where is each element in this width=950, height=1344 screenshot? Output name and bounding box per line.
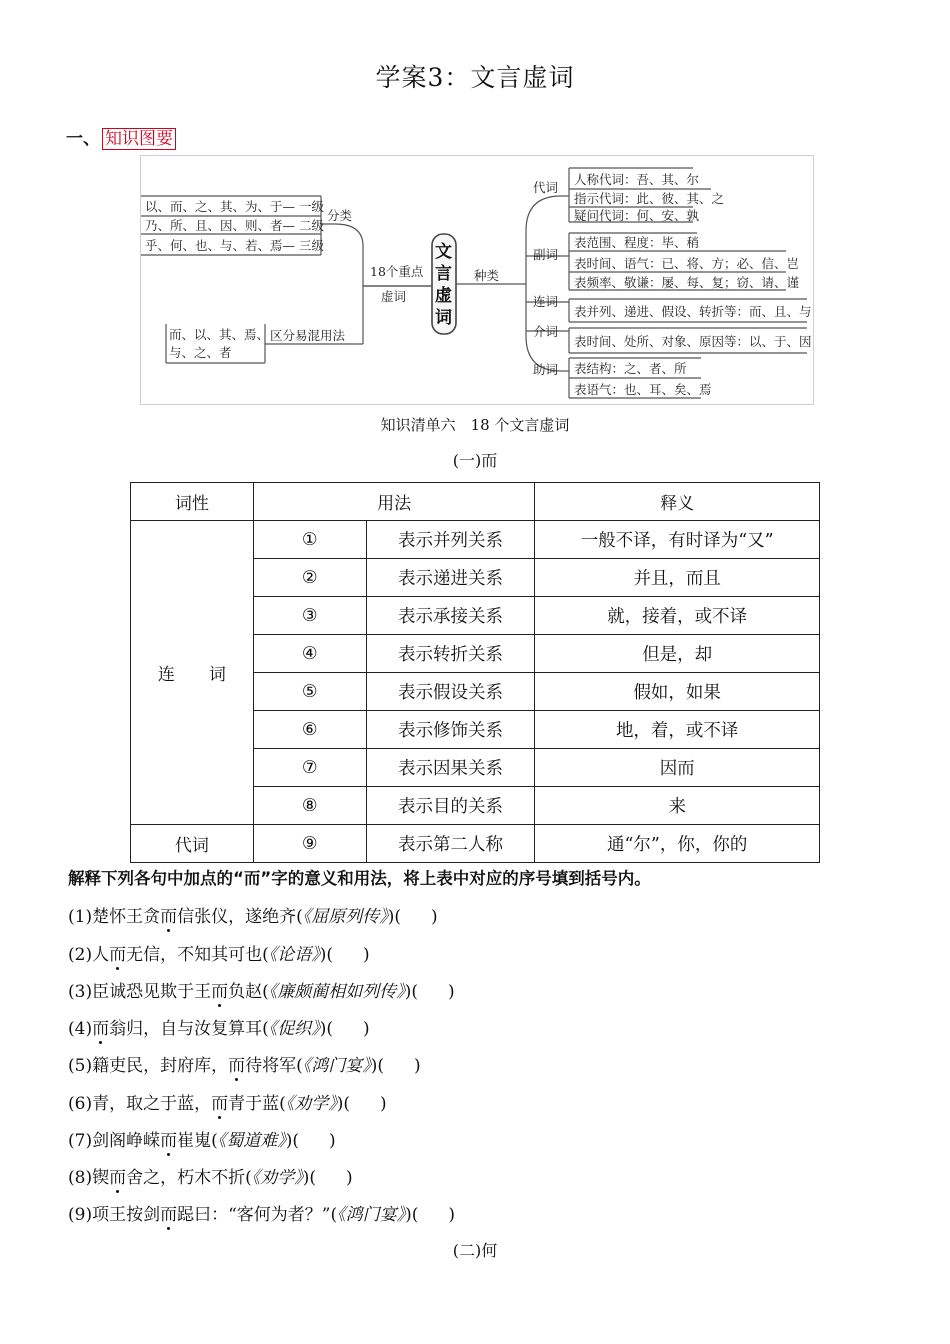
category-preposition: 介词 (533, 324, 559, 339)
particle-item-2: 表语气：也、耳、矣、焉 (574, 382, 712, 397)
row-number: ② (253, 559, 366, 597)
question-text: ) (448, 1205, 456, 1225)
question-text: )( (336, 1094, 350, 1114)
table-row (131, 825, 820, 863)
question-text: )( (370, 1056, 384, 1076)
question-text: 负赵( (228, 982, 269, 1002)
row-meaning: 一般不译，有时译为“又” (535, 521, 820, 559)
dotted-character: 而 (160, 907, 178, 927)
question-item (68, 902, 438, 927)
question-text: 翁归，自与汝复算耳( (109, 1019, 269, 1039)
source-title: 《鸿门宴》 (337, 1205, 406, 1225)
row-usage: 表示目的关系 (366, 787, 535, 825)
source-title: 《屈原列传》 (302, 907, 388, 927)
confusion-words-2: 与、之、者 (169, 345, 232, 360)
preposition-item-1: 表时间、处所、对象、原因等：以、于、因 (574, 334, 812, 349)
row-usage: 表示并列关系 (366, 521, 535, 559)
question-item (68, 1051, 421, 1076)
center-char-1: 文 (435, 242, 452, 262)
subsection-er-title: (一)而 (452, 451, 498, 470)
question-item (68, 1163, 353, 1188)
adverb-item-3: 表频率、敬谦：屡、每、复；窃、请、谨 (574, 275, 800, 290)
center-char-3: 虚 (435, 286, 452, 306)
category-conjunction-cell: 连 词 (131, 521, 254, 825)
question-text: 待将军( (245, 1056, 303, 1076)
level-1-words: 以、而、之、其、为、于— 一级 (145, 199, 324, 214)
question-text: 舍之，朽木不折( (126, 1168, 252, 1188)
source-title: 《劝学》 (285, 1094, 337, 1114)
question-text: ) (329, 1131, 336, 1151)
section-heading (66, 124, 176, 149)
question-item (68, 1089, 387, 1114)
key-words-label-1: 18个重点 (370, 264, 424, 279)
question-text: ) (431, 907, 438, 927)
row-usage: 表示转折关系 (366, 635, 535, 673)
source-title: 《蜀道难》 (217, 1131, 286, 1151)
mind-map-caption: 知识清单六 18 个文言虚词 (380, 416, 570, 434)
row-usage: 表示第二人称 (366, 825, 535, 863)
subsection-he-title: (二)何 (452, 1241, 498, 1260)
category-conjunction: 连词 (533, 294, 559, 309)
row-usage: 表示递进关系 (366, 559, 535, 597)
row-meaning: 就，接着，或不译 (535, 597, 820, 635)
source-title: 《廉颇蔺相如列传》 (268, 982, 405, 1002)
adverb-item-2: 表时间、语气：已、将、方；必、信、岂 (574, 256, 800, 271)
row-usage: 表示修饰关系 (366, 711, 535, 749)
section-tag: 知识图要 (102, 128, 176, 150)
row-meaning: 因而 (535, 749, 820, 787)
row-number: ⑥ (253, 711, 366, 749)
level-3-words: 乎、何、也、与、若、焉— 三级 (145, 238, 324, 253)
header-meaning: 释义 (535, 483, 820, 521)
question-item (68, 1200, 455, 1225)
question-item (68, 940, 370, 965)
question-text: ) (346, 1168, 353, 1188)
row-number: ⑤ (253, 673, 366, 711)
row-meaning: 地，着，或不译 (535, 711, 820, 749)
question-text: ) (448, 982, 455, 1002)
dotted-character: 而 (228, 1056, 246, 1076)
question-text: (4) (68, 1019, 93, 1039)
category-particle: 助词 (533, 362, 559, 377)
question-text: (2)人 (68, 945, 110, 965)
dotted-character: 而 (211, 1094, 229, 1114)
row-usage: 表示承接关系 (366, 597, 535, 635)
question-item (68, 977, 455, 1002)
dotted-character: 而 (92, 1019, 110, 1039)
row-number: ③ (253, 597, 366, 635)
row-meaning: 来 (535, 787, 820, 825)
question-text: (8)锲 (68, 1168, 110, 1188)
row-meaning: 通“尔”，你，你的 (535, 825, 820, 863)
adverb-item-1: 表范围、程度：毕、稍 (574, 235, 700, 250)
question-item (68, 1014, 370, 1039)
question-text: 无信，不知其可也( (126, 945, 269, 965)
mind-map-diagram (141, 156, 813, 404)
row-meaning: 并且，而且 (535, 559, 820, 597)
row-usage: 表示因果关系 (366, 749, 535, 787)
knowledge-mind-map (140, 155, 814, 405)
question-text: )( (387, 907, 401, 927)
source-title: 《论语》 (268, 945, 320, 965)
question-text: )( (405, 1205, 419, 1225)
question-text: 青于蓝( (228, 1094, 286, 1114)
question-text: )( (319, 945, 333, 965)
row-meaning: 但是，却 (535, 635, 820, 673)
row-usage: 表示假设关系 (366, 673, 535, 711)
classification-label: 分类 (327, 208, 353, 223)
question-text: 信张仪，遂绝齐( (177, 907, 303, 927)
question-text: )( (319, 1019, 333, 1039)
table-row (131, 521, 820, 559)
source-title: 《劝学》 (251, 1168, 303, 1188)
question-text: (1)楚怀王贪 (68, 907, 161, 927)
row-number: ④ (253, 635, 366, 673)
usage-table (130, 482, 820, 863)
key-words-label-2: 虚词 (381, 289, 407, 304)
dotted-character: 而 (109, 1168, 127, 1188)
question-text: ) (363, 945, 370, 965)
dotted-character: 而 (160, 1131, 178, 1151)
question-text: ) (363, 1019, 370, 1039)
category-pronoun-cell: 代词 (131, 825, 254, 863)
pronoun-item-1: 人称代词：吾、其、尔 (574, 172, 700, 187)
conjunction-item-1: 表并列、递进、假设、转折等：而、且、与 (574, 304, 812, 319)
confusion-label: 区分易混用法 (270, 328, 346, 343)
question-item (68, 1126, 336, 1151)
question-text: (6)青，取之于蓝， (68, 1094, 212, 1114)
question-text: 跽曰：“客何为者？”( (177, 1205, 338, 1225)
dotted-character: 而 (160, 1205, 178, 1225)
question-text: (7)剑阁峥嵘 (68, 1131, 161, 1151)
dotted-character: 而 (109, 945, 127, 965)
section-number: 一、 (66, 129, 100, 149)
category-adverb: 副词 (533, 247, 559, 262)
dotted-character: 而 (211, 982, 229, 1002)
row-meaning: 假如，如果 (535, 673, 820, 711)
source-title: 《鸿门宴》 (302, 1056, 371, 1076)
pronoun-item-3: 疑问代词：何、安、孰 (574, 208, 700, 223)
page-title: 学案3：文言虚词 (375, 63, 575, 92)
header-usage: 用法 (253, 483, 535, 521)
confusion-words-1: 而、以、其、焉、 (169, 327, 270, 342)
header-part-of-speech: 词性 (131, 483, 254, 521)
level-2-words: 乃、所、且、因、则、者— 二级 (145, 218, 324, 233)
question-text: ) (414, 1056, 421, 1076)
question-text: )( (285, 1131, 299, 1151)
row-number: ⑧ (253, 787, 366, 825)
row-number: ⑦ (253, 749, 366, 787)
question-text: )( (302, 1168, 316, 1188)
source-title: 《促织》 (268, 1019, 320, 1039)
category-pronoun: 代词 (533, 180, 559, 195)
row-number: ⑨ (253, 825, 366, 863)
row-number: ① (253, 521, 366, 559)
types-label: 种类 (474, 268, 500, 283)
question-text: ) (380, 1094, 387, 1114)
exercise-instruction: 解释下列各句中加点的“而”字的意义和用法，将上表中对应的序号填到括号内。 (68, 869, 651, 888)
question-text: 崔嵬( (177, 1131, 218, 1151)
question-text: (5)籍吏民，封府库， (68, 1056, 229, 1076)
question-text: (9)项王按剑 (68, 1205, 161, 1225)
particle-item-1: 表结构：之、者、所 (574, 361, 687, 376)
question-text: )( (404, 982, 418, 1002)
center-char-2: 言 (435, 264, 452, 284)
question-text: (3)臣诚恐见欺于王 (68, 982, 212, 1002)
table-header-row (131, 483, 820, 521)
center-char-4: 词 (435, 308, 452, 328)
pronoun-item-2: 指示代词：此、彼、其、之 (574, 191, 725, 206)
